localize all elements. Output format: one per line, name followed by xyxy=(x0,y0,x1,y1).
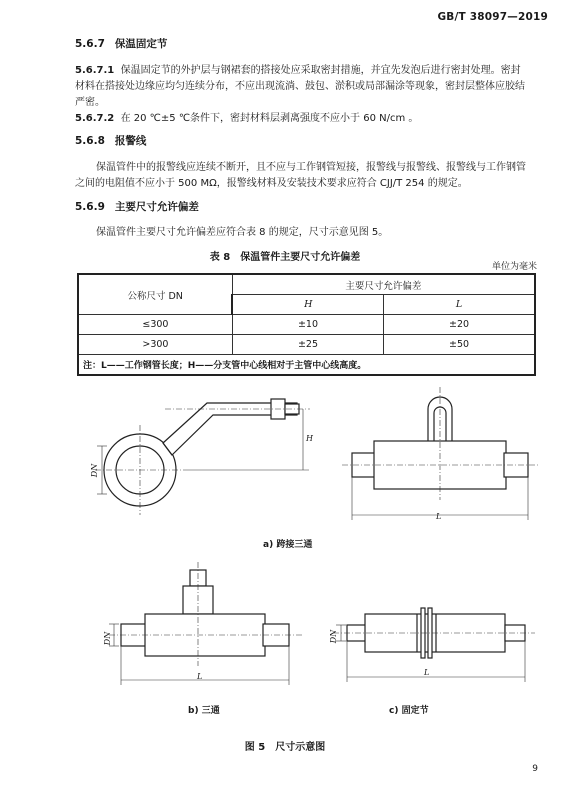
clause-text: 在 20 ℃±5 ℃条件下，密封材料层剥离强度不应小于 60 N/cm 。 xyxy=(120,113,419,124)
figure-c-fixed-section-drawing xyxy=(325,590,540,700)
figure-c-caption: c) 固定节 xyxy=(389,706,429,716)
cell-l: ±20 xyxy=(384,315,535,335)
section-5-6-8-heading xyxy=(75,133,146,148)
clause-number: 5.6.7.2 xyxy=(75,113,115,124)
para-5-6-7-1-line1 xyxy=(75,62,521,79)
para-5-6-9: 保温管件主要尺寸允许偏差应符合表 8 的规定，尺寸示意见图 5。 xyxy=(96,227,389,238)
figure-b-dn-label: DN xyxy=(103,631,113,646)
section-number: 5.6.8 xyxy=(75,135,105,147)
figure-a-crossover-tee-drawing xyxy=(85,385,330,525)
para-5-6-7-1-line3: 严密。 xyxy=(75,97,105,108)
standard-header: GB/T 38097—2019 xyxy=(437,11,548,23)
figure-b-l-label: L xyxy=(197,672,203,681)
figure-a-l-label: L xyxy=(436,512,442,521)
section-title: 保温固定节 xyxy=(114,38,168,50)
section-title: 主要尺寸允许偏差 xyxy=(114,201,199,213)
clause-text: 保温固定节的外护层与钢裙套的搭接处应采取密封措施，并宜先发泡后进行密封处理。密封 xyxy=(120,65,521,76)
cell-l: ±50 xyxy=(384,335,535,355)
header-l: L xyxy=(384,295,535,315)
table-caption: 表 8 保温管件主要尺寸允许偏差 xyxy=(209,252,361,263)
header-dn: 公称尺寸 DN xyxy=(78,274,232,315)
section-5-6-7-heading xyxy=(75,36,167,51)
section-5-6-9-heading xyxy=(75,199,199,214)
table-note-row xyxy=(78,355,535,376)
section-number: 5.6.7 xyxy=(75,38,105,50)
clause-number: 5.6.7.1 xyxy=(75,65,115,76)
page-number: 9 xyxy=(532,764,538,774)
cell-dn: ≤300 xyxy=(78,315,232,335)
para-5-6-7-1-line2: 材料在搭接处边缘应均匀连续分布，不应出现流淌、鼓包、淤积或局部漏涂等现象，密封层整体应胶结 xyxy=(75,81,525,92)
cell-h: ±10 xyxy=(232,315,383,335)
table-note: 注：L——工作钢管长度；H——分支管中心线相对于主管中心线高度。 xyxy=(78,355,535,376)
header-h: H xyxy=(232,295,383,315)
figure-a-h-label: H xyxy=(306,434,313,443)
figure-a-dn-label: DN xyxy=(90,463,100,478)
header-tolerance: 主要尺寸允许偏差 xyxy=(232,274,535,295)
tolerance-table xyxy=(77,273,536,376)
figure-a-caption: a) 跨接三通 xyxy=(263,540,313,550)
table-header-row xyxy=(78,274,535,295)
figure-c-dn-label: DN xyxy=(329,629,339,644)
table-unit: 单位为毫米 xyxy=(491,262,537,272)
para-5-6-7-2 xyxy=(75,110,418,127)
figure-b-tee-drawing xyxy=(95,558,310,693)
para-5-6-8-line1: 保温管件中的报警线应连续不断开，且不应与工作钢管短接，报警线与报警线、报警线与工作钢管 xyxy=(96,162,526,173)
section-title: 报警线 xyxy=(114,135,147,147)
cell-h: ±25 xyxy=(232,335,383,355)
section-number: 5.6.9 xyxy=(75,201,105,213)
figure-c-l-label: L xyxy=(424,668,430,677)
figure-caption: 图 5 尺寸示意图 xyxy=(244,742,326,753)
figure-b-caption: b) 三通 xyxy=(188,706,220,716)
para-5-6-8-line2: 之间的电阻值不应小于 500 MΩ，报警线材料及安装技术要求应符合 CJJ/T 254 的规定。 xyxy=(75,178,468,189)
table-row xyxy=(78,315,535,335)
cell-dn: >300 xyxy=(78,335,232,355)
table-row xyxy=(78,335,535,355)
